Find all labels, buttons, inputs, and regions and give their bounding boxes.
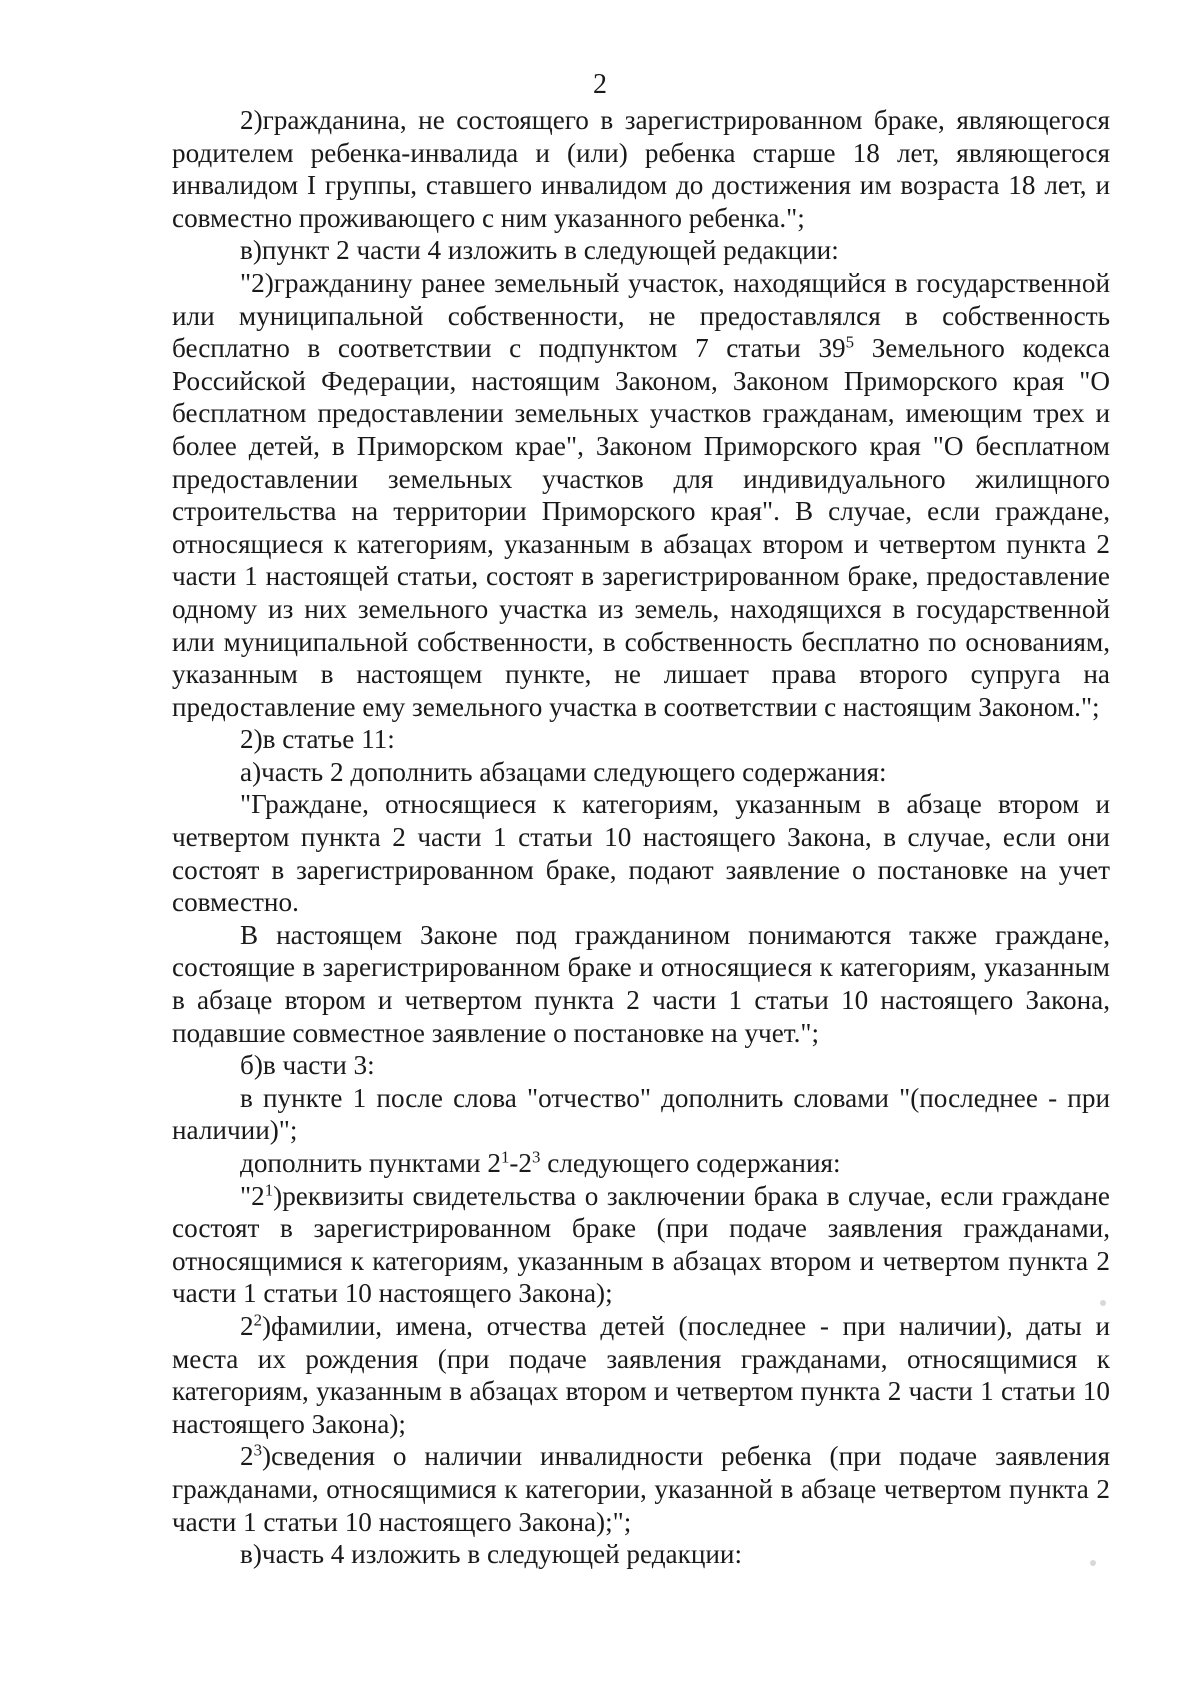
text-run: В настоящем Законе под гражданином понимаются также граждане, состоящие в зарегистрированном браке и относящиеся к категориям, указанным в абзаце втором и четвертом пункта 2 части 1 статьи 10 настоящего Закона, подавшие совместное заявление о постановке на учет."; <box>172 919 1110 1048</box>
text-run: в)часть 4 изложить в следующей редакции: <box>240 1539 743 1570</box>
paragraph-p7 <box>172 919 1110 1049</box>
superscript: 1 <box>500 1147 510 1167</box>
text-run: в пункте 1 после слова "отчество" дополнить словами "(последнее - при наличии)"; <box>172 1082 1110 1146</box>
scan-speck <box>1090 1560 1096 1566</box>
text-run: 2 <box>240 1441 254 1472</box>
text-run: 2)гражданина, не состоящего в зарегистрированном браке, являющегося родителем ребенка-инвалида и (или) ребенка старше 18 лет, являющегося инвалидом I группы, ставшего инвалидом до достижения им возраста 18 лет, и совместно проживающего с ним указанного ребенка."; <box>172 105 1110 233</box>
text-run: -2 <box>509 1148 533 1178</box>
paragraph-p11 <box>172 1180 1110 1310</box>
superscript: 3 <box>253 1441 263 1461</box>
paragraph-p4 <box>172 723 1110 756</box>
paragraph-p13 <box>172 1440 1110 1538</box>
text-run: 2)в статье 11: <box>240 724 395 755</box>
text-run: "2 <box>240 1180 265 1211</box>
text-run: "2)гражданину ранее земельный участок, находящийся в государственной или муниципальной собственности, не предоставлялся в собственность бесплатно в соответствии с подпунктом 7 статьи 39 <box>172 267 1110 364</box>
paragraph-p9 <box>172 1082 1110 1147</box>
paragraph-p2 <box>172 234 1110 267</box>
paragraph-p1 <box>172 104 1110 234</box>
text-run: )сведения о наличии инвалидности ребенка (при подаче заявления гражданами, относящимися к категории, указанной в абзаце четвертом пункта 2 части 1 статьи 10 настоящего Закона);"; <box>172 1441 1110 1537</box>
paragraph-p8 <box>172 1049 1110 1082</box>
superscript: 3 <box>532 1147 541 1167</box>
text-run: следующего содержания: <box>540 1148 841 1178</box>
paragraph-p14 <box>172 1538 1110 1571</box>
paragraph-p12 <box>172 1310 1110 1440</box>
paragraph-p6 <box>172 788 1110 918</box>
text-run: )реквизиты свидетельства о заключении брака в случае, если граждане состоят в зарегистрированном браке (при подаче заявления гражданами, относящимися к категориям, указанным в абзацах втором и четвертом пункта 2 части 1 статьи 10 настоящего Закона); <box>172 1180 1110 1309</box>
paragraph-p3 <box>172 267 1110 723</box>
superscript: 1 <box>264 1180 274 1200</box>
paragraph-p10 <box>172 1147 1110 1180</box>
text-run: "Граждане, относящиеся к категориям, указанным в абзаце втором и четвертом пункта 2 части 1 статьи 10 настоящего Закона, в случае, если они состоят в зарегистрированном браке, подают заявление о постановке на учет совместно. <box>172 789 1110 918</box>
paragraph-p5 <box>172 756 1110 789</box>
text-run: 2 <box>240 1310 254 1341</box>
text-run: в)пункт 2 части 4 изложить в следующей редакции: <box>240 235 839 266</box>
text-run: б)в части 3: <box>240 1050 375 1081</box>
superscript: 5 <box>845 332 855 352</box>
text-run: Земельного кодекса Российской Федерации, настоящим Законом, Законом Приморского края "О бесплатном предоставлении земельных участков гражданам, имеющим трех и более детей, в Приморском крае", Законом Приморского края "О бесплатном предоставлении земельных участков для индивидуального жилищного строительства на территории Приморского края". В случае, если граждане, относящиеся к категориям, указанным в абзацах втором и четвертом пункта 2 части 1 настоящей статьи, состоят в зарегистрированном браке, предоставление одному из них земельного участка из земель, находящихся в государственной или муниципальной собственности, в собственность бесплатно по основаниям, указанным в настоящем пункте, не лишает права второго супруга на предоставление ему земельного участка в соответствии с настоящим Законом."; <box>172 333 1111 722</box>
text-run: а)часть 2 дополнить абзацами следующего содержания: <box>240 756 887 787</box>
text-run: дополнить пунктами 2 <box>240 1148 501 1178</box>
document-body <box>172 104 1110 1571</box>
text-run: )фамилии, имена, отчества детей (последнее - при наличии), даты и места их рождения (при подаче заявления гражданами, относящимися к категориям, указанным в абзацах втором и четвертом пункта 2 части 1 статьи 10 настоящего Закона); <box>172 1310 1110 1439</box>
superscript: 2 <box>253 1310 263 1330</box>
page-number: 2 <box>593 69 607 100</box>
scan-speck <box>1100 1300 1106 1306</box>
